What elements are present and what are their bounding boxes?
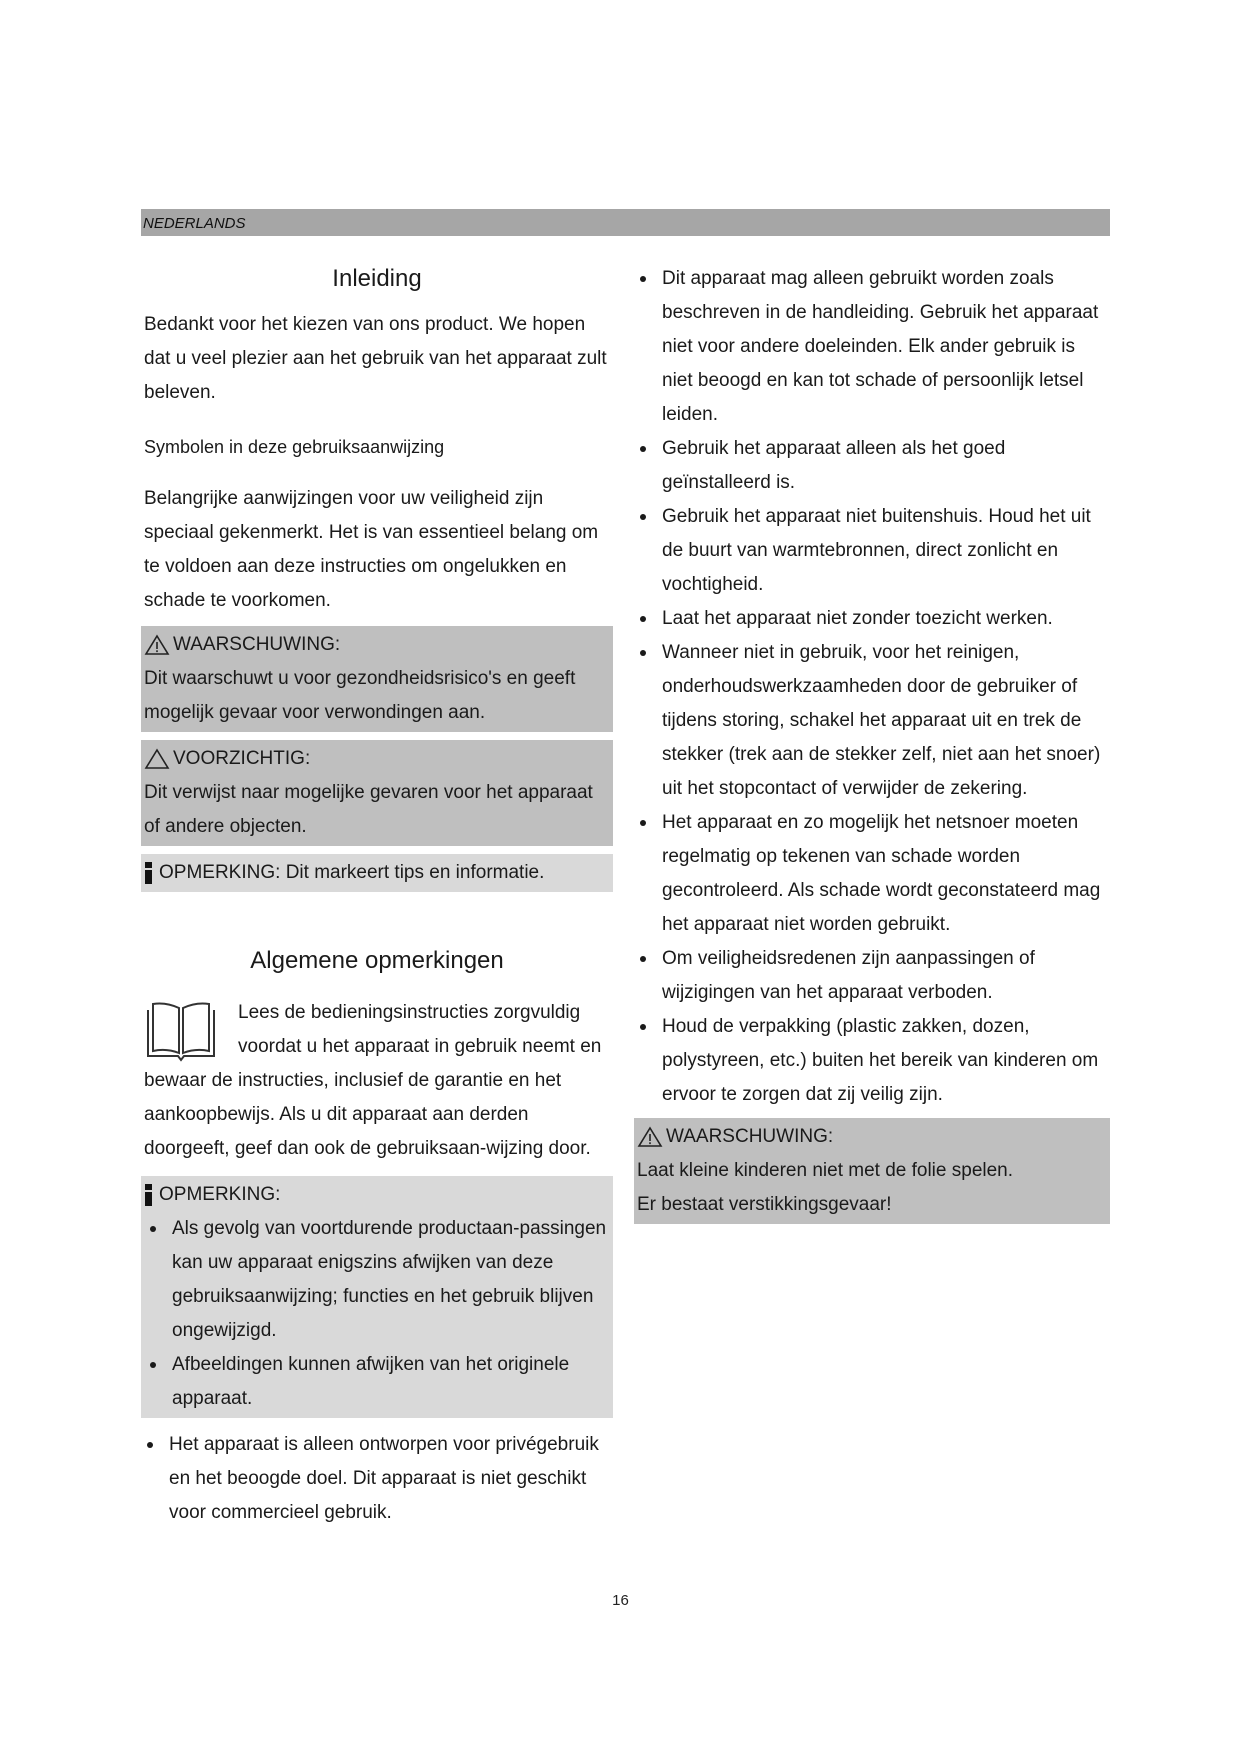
note-box-label: OPMERKING:: [159, 1184, 281, 1205]
safety-list: [634, 262, 1110, 1112]
list-item: Als gevolg van voortdurende productaan-passingen kan uw apparaat enigszins afwijken van deze gebruiksaanwijzing; functies en het gebruik blijven ongewijzigd.: [144, 1212, 611, 1348]
warning-triangle-icon: [144, 634, 170, 656]
note-box-list: [144, 1212, 611, 1416]
warning-text-line-2: Er bestaat verstikkingsgevaar!: [637, 1194, 892, 1215]
general-paragraph: Lees de bedieningsinstructies zorgvuldig voordat u het apparaat in gebruik neemt en bewaar de instructies, inclusief de garantie en het aankoopbewijs. Als u dit apparaat aan derden doorgeeft, geef dan ook de gebruiksaan-wijzing door.: [144, 1002, 602, 1159]
info-icon: [144, 862, 153, 884]
list-item: Om veiligheidsredenen zijn aanpassingen of wijzigingen van het apparaat verboden.: [634, 942, 1110, 1010]
note-inline-label: OPMERKING:: [159, 862, 281, 883]
caution-triangle-icon: [144, 748, 170, 770]
caution-label: VOORZICHTIG:: [173, 748, 311, 769]
list-item: Laat het apparaat niet zonder toezicht werken.: [634, 602, 1110, 636]
warning-triangle-icon: [637, 1126, 663, 1148]
intro-paragraph: Bedankt voor het kiezen van ons product. We hopen dat u veel plezier aan het gebruik van het apparaat zult beleven.: [144, 314, 607, 403]
right-column: [634, 262, 1110, 1224]
language-label: NEDERLANDS: [143, 215, 246, 232]
list-item: Het apparaat is alleen ontworpen voor privégebruik en het beoogde doel. Dit apparaat is niet geschikt voor commercieel gebruik.: [141, 1428, 613, 1530]
page-number: 16: [612, 1592, 629, 1609]
left-column: [141, 262, 613, 1530]
general-paragraph-block: [141, 996, 613, 1166]
list-item: Wanneer niet in gebruik, voor het reinigen, onderhoudswerkzaamheden door de gebruiker of tijdens storing, schakel het apparaat uit en trek de stekker (trek aan de stekker zelf, niet aan het snoer) uit het stopcontact of verwijder de zekering.: [634, 636, 1110, 806]
list-item: Gebruik het apparaat niet buitenshuis. Houd het uit de buurt van warmtebronnen, direct zonlicht en vochtigheid.: [634, 500, 1110, 602]
warning-label: WAARSCHUWING:: [666, 1126, 834, 1147]
info-icon: [144, 1184, 153, 1206]
general-heading: Algemene opmerkingen: [250, 947, 504, 974]
usage-list: [141, 1428, 613, 1530]
caution-box: [141, 740, 613, 846]
list-item: Afbeeldingen kunnen afwijken van het originele apparaat.: [144, 1348, 611, 1416]
note-inline-box: [141, 854, 613, 892]
language-header-bar: [141, 209, 1110, 236]
caution-text: Dit verwijst naar mogelijke gevaren voor het apparaat of andere objecten.: [144, 782, 593, 837]
note-inline-text: Dit markeert tips en informatie.: [285, 862, 545, 883]
warning-text-line-1: Laat kleine kinderen niet met de folie spelen.: [637, 1160, 1014, 1181]
open-book-icon: [144, 1000, 218, 1062]
warning-label: WAARSCHUWING:: [173, 634, 341, 655]
list-item: Houd de verpakking (plastic zakken, dozen, polystyreen, etc.) buiten het bereik van kinderen om ervoor te zorgen dat zij veilig zijn.: [634, 1010, 1110, 1112]
warning-text: Dit waarschuwt u voor gezondheidsrisico's en geeft mogelijk gevaar voor verwondingen aan.: [144, 668, 576, 723]
symbols-heading: Symbolen in deze gebruiksaanwijzing: [144, 437, 445, 457]
note-box: [141, 1176, 613, 1418]
list-item: Het apparaat en zo mogelijk het netsnoer moeten regelmatig op tekenen van schade worden gecontroleerd. Als schade wordt geconstateerd mag het apparaat niet worden gebruikt.: [634, 806, 1110, 942]
warning-box: [141, 626, 613, 732]
list-item: Dit apparaat mag alleen gebruikt worden zoals beschreven in de handleiding. Gebruik het apparaat niet voor andere doeleinden. Elk ander gebruik is niet beoogd en kan tot schade of persoonlijk letsel leiden.: [634, 262, 1110, 432]
suffocation-warning-box: [634, 1118, 1110, 1224]
intro-heading: Inleiding: [332, 265, 422, 292]
list-item: Gebruik het apparaat alleen als het goed geïnstalleerd is.: [634, 432, 1110, 500]
symbols-paragraph: Belangrijke aanwijzingen voor uw veiligheid zijn speciaal gekenmerkt. Het is van essentieel belang om te voldoen aan deze instructies om ongelukken en schade te voorkomen.: [144, 488, 599, 611]
